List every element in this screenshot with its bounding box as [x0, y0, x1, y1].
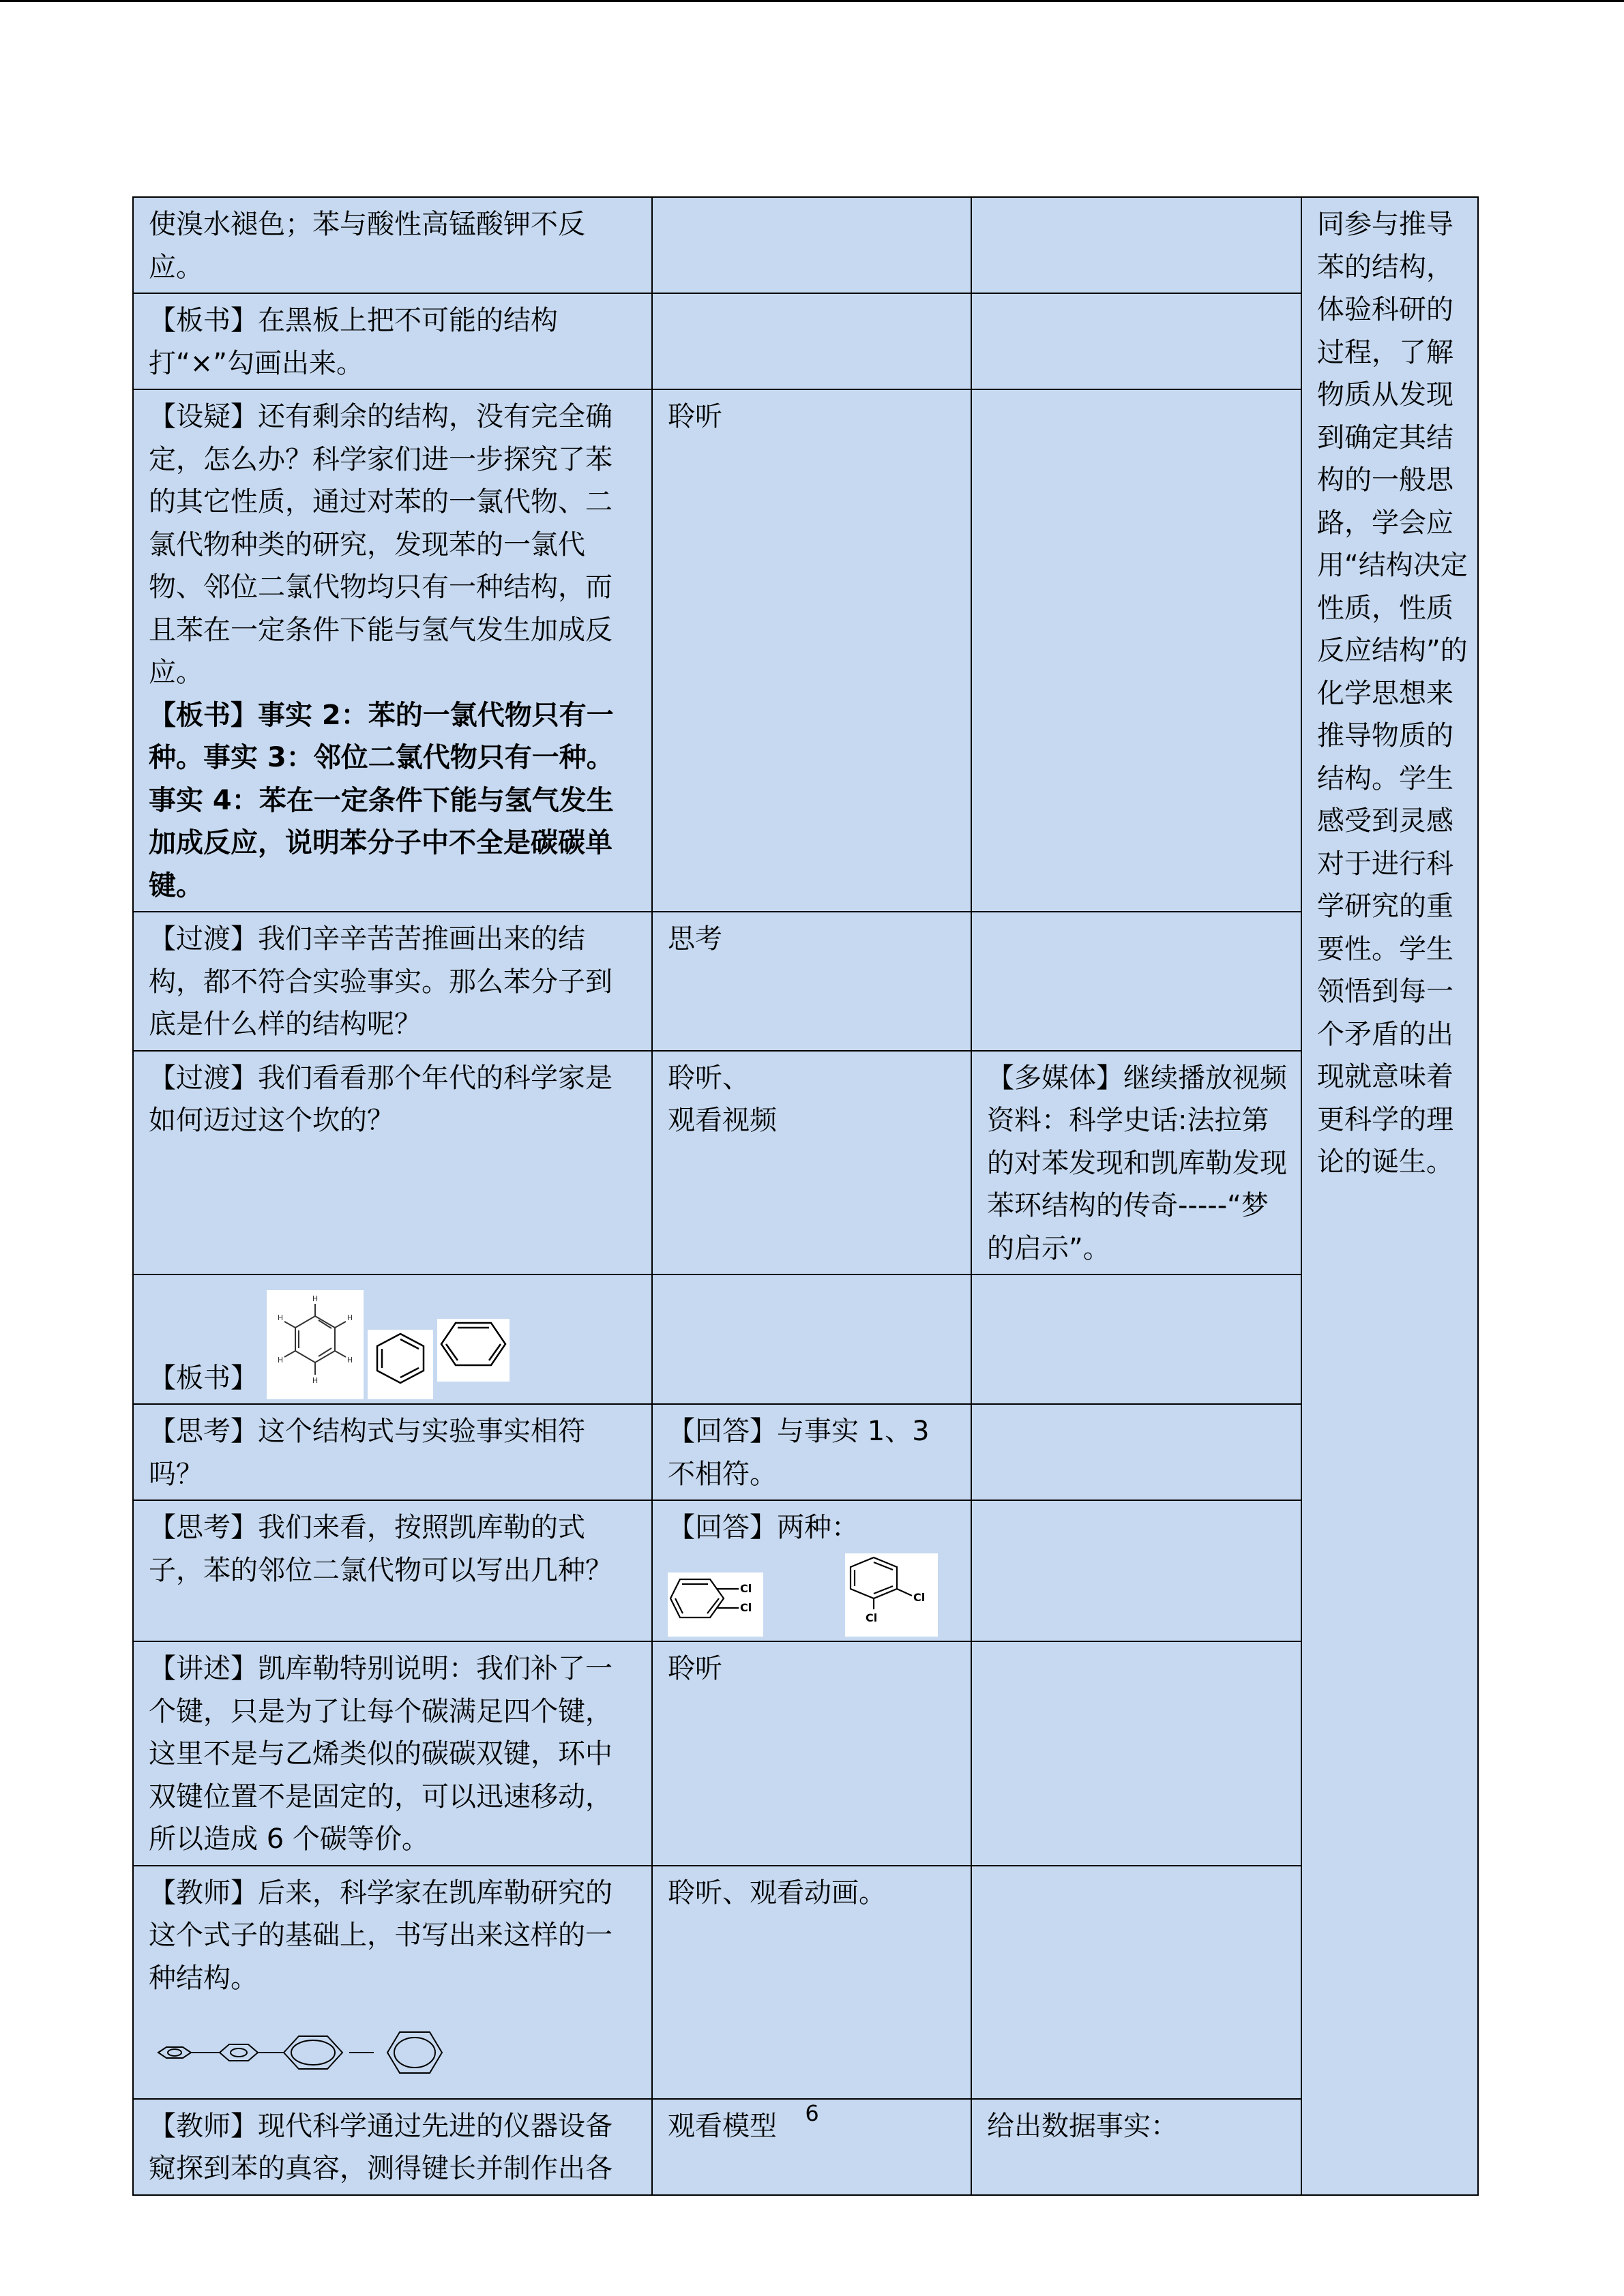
question-paragraph: 【设疑】还有剩余的结构，没有完全确定，怎么办？科学家们进一步探究了苯的其它性质，通过对苯的一氯代物、二氯代物种类的研究，发现苯的一氯代物、邻位二氯代物均只有一种结构，而且苯在一定条件下能与氢气发生加成反应。 — [149, 401, 612, 688]
dichlorobenzene-structures — [668, 1553, 958, 1637]
table-row — [133, 197, 1478, 293]
benzene-structures — [267, 1290, 510, 1400]
teacher-activity-cell: 【过渡】我们辛辛苦苦推画出来的结构，都不符合实验事实。那么苯分子到底是什么样的结构呢？ — [133, 912, 652, 1051]
table-row — [133, 1500, 1478, 1641]
page-top-border — [0, 0, 1624, 2]
student-activity-cell — [652, 1051, 971, 1275]
student-activity-cell: 【回答】与事实 1、3 不相符。 — [652, 1404, 971, 1500]
benzene-ring-sequence-diagram — [149, 2027, 639, 2094]
teacher-activity-cell: 使溴水褪色；苯与酸性高锰酸钾不反应。 — [133, 197, 652, 293]
table-row — [133, 912, 1478, 1051]
student-activity-cell: 观看模型 — [652, 2099, 971, 2195]
dichlorobenzene-diagram-2 — [845, 1553, 938, 1637]
benzene-ring-diagram — [368, 1330, 433, 1400]
board-paragraph: 【板书】事实 2：苯的一氯代物只有一种。事实 3：邻位二氯代物只有一种。事实 4：苯在一定条件下能与氢气发生加成反应，说明苯分子中不全是碳碳单键。 — [149, 699, 614, 901]
cl-atom-label: Cl — [866, 1611, 878, 1624]
table-row — [133, 1404, 1478, 1500]
design-intent-text: 同参与推导苯的结构，体验科研的过程，了解物质从发现到确定其结构的一般思路，学会应用“结构决定性质，性质反应结构”的化学思想来推导物质的结构。学生感受到灵感对于进行科学研究的重要性。学生领悟到每一个矛盾的出现就意味着更科学的理论的诞生。 — [1317, 209, 1468, 1178]
student-activity-cell: 聆听、观看动画。 — [652, 1866, 971, 2099]
student-activity-cell — [652, 1274, 971, 1404]
table-row — [133, 293, 1478, 389]
h-atom-label: H — [312, 1294, 318, 1303]
table-row — [133, 1274, 1478, 1404]
h-atom-label: H — [312, 1375, 318, 1385]
teacher-activity-cell: 【思考】这个结构式与实验事实相符吗？ — [133, 1404, 652, 1500]
cl-atom-label: Cl — [913, 1590, 926, 1604]
student-line: 观看视频 — [668, 1105, 777, 1136]
media-cell — [971, 1500, 1301, 1641]
teacher-activity-cell — [133, 389, 652, 912]
student-activity-cell — [652, 293, 971, 389]
board-label: 【板书】 — [149, 1362, 258, 1394]
teacher-activity-cell — [133, 1866, 652, 2099]
media-cell — [971, 197, 1301, 293]
media-cell — [971, 912, 1301, 1051]
student-activity-cell: 聆听 — [652, 389, 971, 912]
lesson-plan-table — [132, 196, 1479, 2196]
table-row — [133, 389, 1478, 912]
student-activity-cell — [652, 197, 971, 293]
student-activity-cell: 思考 — [652, 912, 971, 1051]
teacher-activity-cell: 【思考】我们来看，按照凯库勒的式子，苯的邻位二氯代物可以写出几种？ — [133, 1500, 652, 1641]
dichlorobenzene-diagram-1 — [668, 1572, 763, 1637]
page-number: 6 — [805, 2100, 819, 2126]
student-line: 聆听、 — [668, 1062, 750, 1094]
media-cell — [971, 1404, 1301, 1500]
student-activity-cell: 聆听 — [652, 1641, 971, 1866]
h-atom-label: H — [346, 1313, 353, 1322]
h-atom-label: H — [277, 1355, 283, 1365]
table-row — [133, 1641, 1478, 1866]
benzene-ring-flat-diagram — [437, 1319, 510, 1382]
table-row — [133, 1051, 1478, 1275]
teacher-activity-cell: 【教师】现代科学通过先进的仪器设备窥探到苯的真容，测得键长并制作出各 — [133, 2099, 652, 2195]
media-cell — [971, 293, 1301, 389]
cl-atom-label: Cl — [740, 1581, 752, 1595]
student-activity-cell — [652, 1500, 971, 1641]
media-cell — [971, 389, 1301, 912]
teacher-activity-cell: 【讲述】凯库勒特别说明：我们补了一个键，只是为了让每个碳满足四个键，这里不是与乙烯类似的碳碳双键，环中双键位置不是固定的，可以迅速移动，所以造成 6 个碳等价。 — [133, 1641, 652, 1866]
teacher-activity-cell: 【板书】在黑板上把不可能的结构打“×”勾画出来。 — [133, 293, 652, 389]
teacher-activity-cell — [133, 1274, 652, 1404]
media-cell: 给出数据事实： — [971, 2099, 1301, 2195]
cl-atom-label: Cl — [740, 1600, 752, 1614]
h-atom-label: H — [277, 1313, 283, 1322]
design-intent-cell — [1301, 197, 1478, 2195]
answer-text: 【回答】两种： — [668, 1512, 859, 1543]
media-cell: 【多媒体】继续播放视频资料：科学史话:法拉第的对苯发现和凯库勒发现苯环结构的传奇-----“梦的启示”。 — [971, 1051, 1301, 1275]
media-cell — [971, 1866, 1301, 2099]
teacher-activity-cell: 【过渡】我们看看那个年代的科学家是如何迈过这个坎的？ — [133, 1051, 652, 1275]
media-cell — [971, 1641, 1301, 1866]
kekule-structure-diagram — [267, 1290, 364, 1400]
teacher-text: 【教师】后来，科学家在凯库勒研究的这个式子的基础上，书写出来这样的一种结构。 — [149, 1877, 612, 1994]
media-cell — [971, 1274, 1301, 1404]
table-row — [133, 1866, 1478, 2099]
h-atom-label: H — [346, 1355, 353, 1365]
